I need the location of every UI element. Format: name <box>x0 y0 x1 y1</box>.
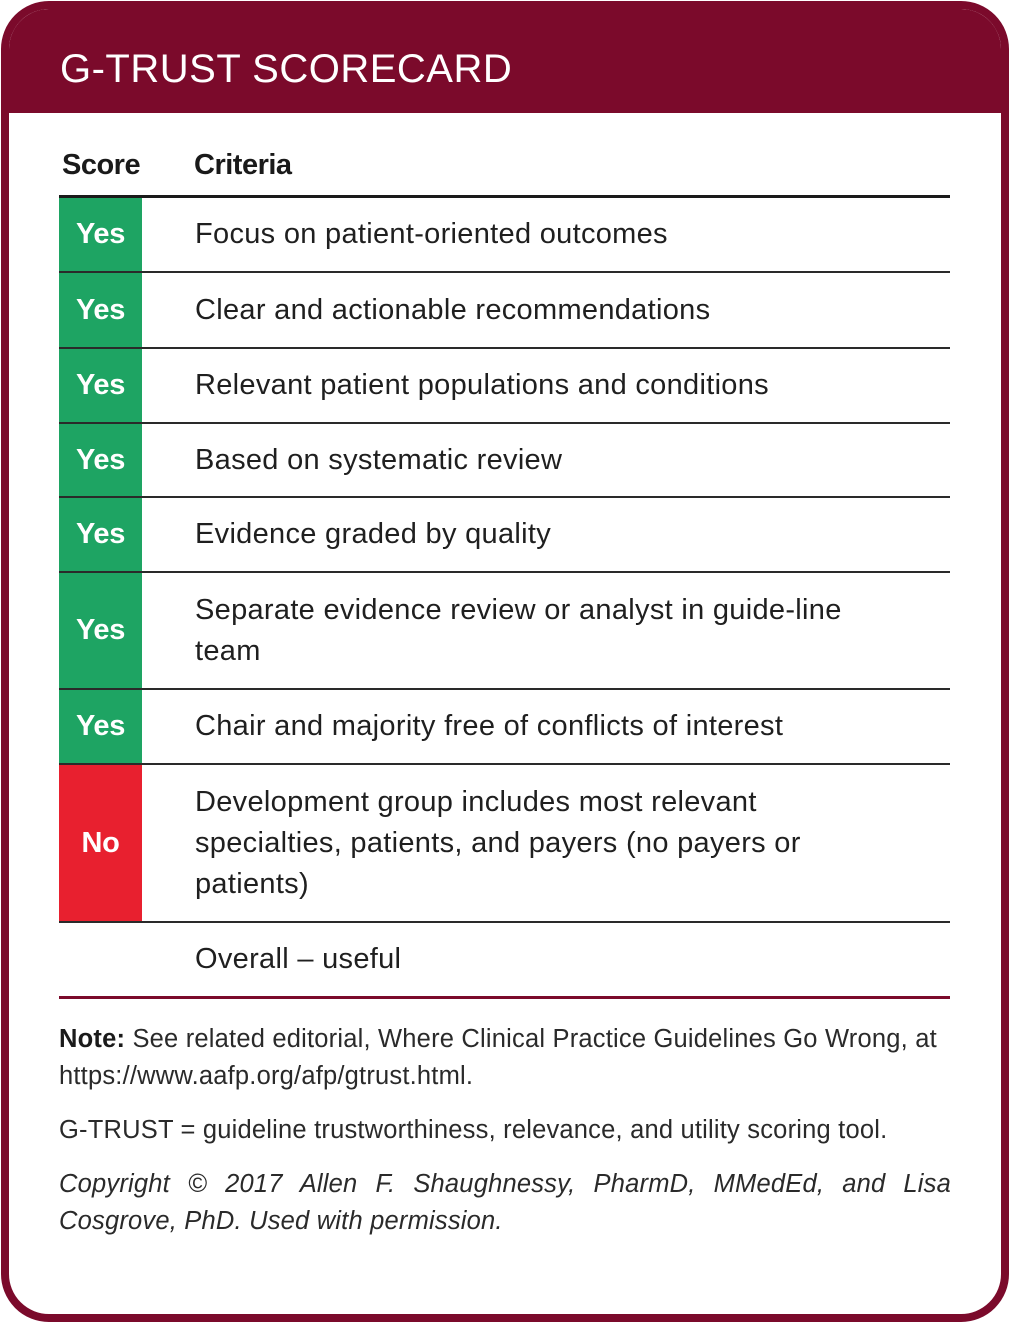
score-badge-yes: Yes <box>59 573 142 688</box>
score-badge-yes: Yes <box>59 498 142 571</box>
note-paragraph <box>59 1021 951 1095</box>
score-cell-empty <box>59 923 142 996</box>
scorecard-table <box>59 195 950 999</box>
criteria-text: Evidence graded by quality <box>195 518 552 550</box>
score-badge-yes: Yes <box>59 690 142 763</box>
table-row <box>59 690 950 765</box>
notes-section <box>59 1021 951 1257</box>
card-title: G-TRUST SCORECARD <box>60 47 513 91</box>
column-header-criteria: Criteria <box>194 149 292 181</box>
criteria-text: Focus on patient-oriented outcomes <box>195 218 668 250</box>
scorecard-card <box>1 1 1009 1322</box>
score-badge-yes: Yes <box>59 198 142 271</box>
card-header <box>9 9 1001 113</box>
table-row <box>59 198 950 273</box>
table-row <box>59 765 950 923</box>
score-badge-yes: Yes <box>59 424 142 496</box>
criteria-text: Clear and actionable recommendations <box>195 293 711 326</box>
criteria-text: Based on systematic review <box>195 443 563 476</box>
criteria-text: Relevant patient populations and conditions <box>195 369 769 401</box>
note-label: Note: <box>59 1025 126 1053</box>
table-row <box>59 349 950 424</box>
score-badge-no: No <box>59 765 142 921</box>
table-row <box>59 424 950 498</box>
table-row <box>59 498 950 573</box>
copyright-paragraph: Copyright © 2017 Allen F. Shaughnessy, PharmD, MMedEd, and Lisa Cosgrove, PhD. Used with permission. <box>59 1170 951 1235</box>
definition-paragraph: G-TRUST = guideline trustworthiness, relevance, and utility scoring tool. <box>59 1116 888 1144</box>
table-row <box>59 273 950 349</box>
criteria-text: Chair and majority free of conflicts of interest <box>195 710 784 742</box>
overall-row <box>59 923 950 999</box>
criteria-text: Development group includes most relevant specialties, patients, and payers (no payers or patients) <box>195 785 801 900</box>
table-row <box>59 573 950 690</box>
column-header-score: Score <box>62 149 141 181</box>
note-text: See related editorial, Where Clinical Practice Guidelines Go Wrong, at https://www.aafp.org/afp/gtrust.html. <box>59 1025 937 1090</box>
score-badge-yes: Yes <box>59 349 142 422</box>
overall-rating: Overall – useful <box>195 943 402 975</box>
score-badge-yes: Yes <box>59 273 142 347</box>
criteria-text: Separate evidence review or analyst in guide-line team <box>195 593 842 667</box>
